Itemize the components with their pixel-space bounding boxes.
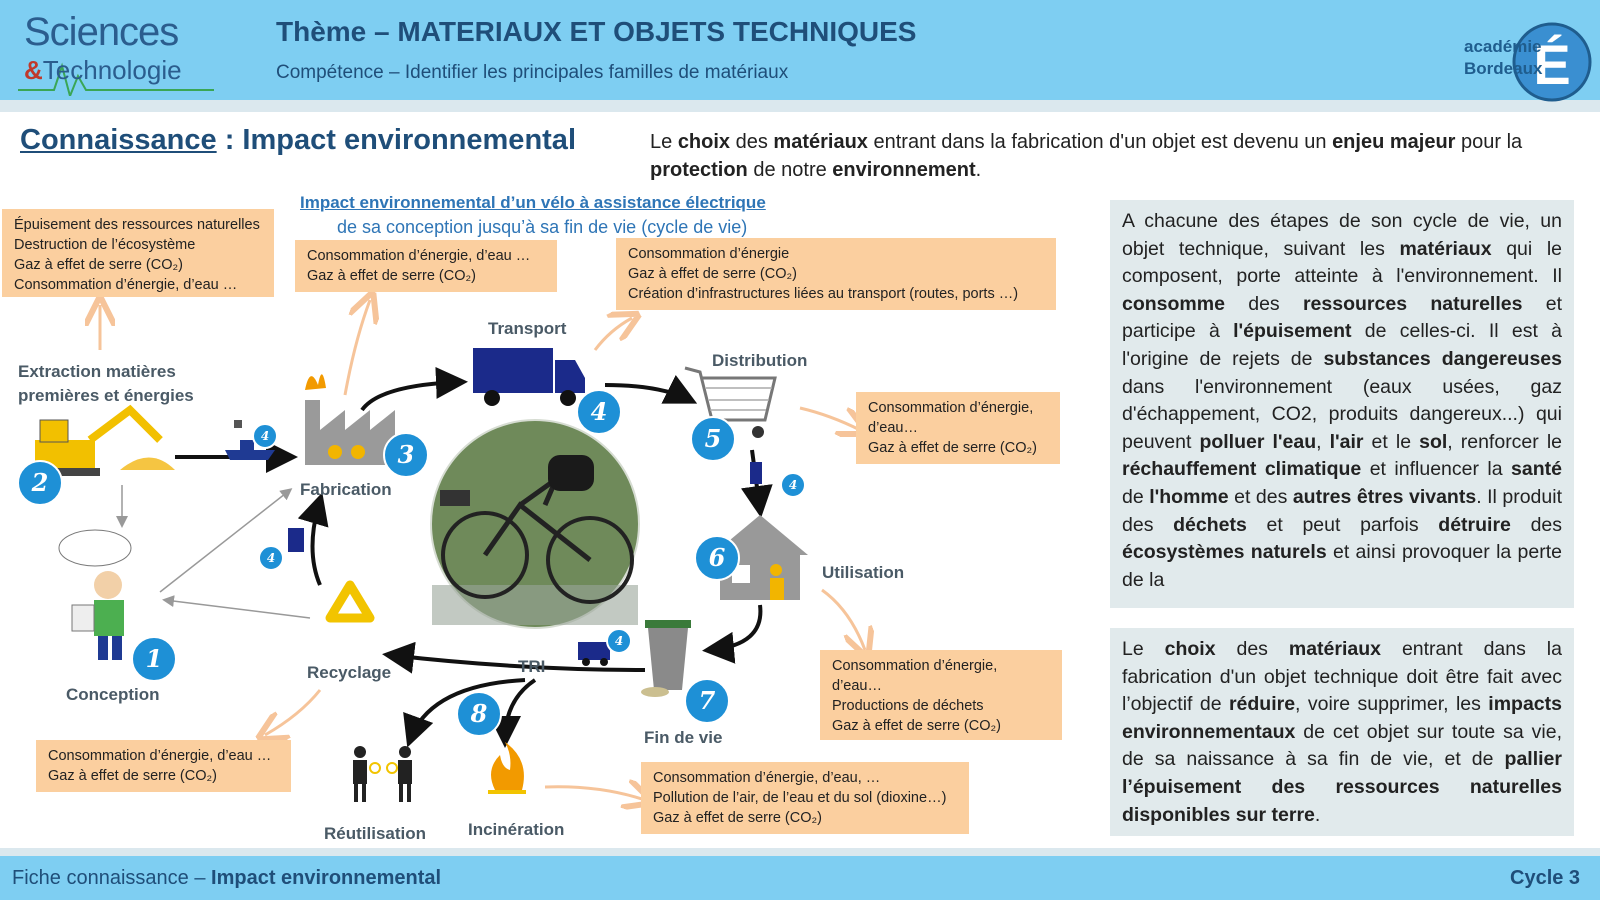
footer-topic: Impact environnemental bbox=[211, 867, 442, 889]
footer-label: Fiche connaissance – bbox=[12, 867, 212, 889]
panel-emphasis: l'épuisement bbox=[1233, 320, 1352, 343]
step-badge-4: 4 bbox=[576, 389, 622, 435]
panel-text: des bbox=[1215, 638, 1289, 660]
step-badge-1: 1 bbox=[131, 636, 177, 682]
intro-emphasis: protection bbox=[650, 159, 748, 181]
step-badge-5: 5 bbox=[690, 416, 736, 462]
panel-text: dans l'environnement (eaux usées, gaz d'échappement, CO2, produits dangereux...) qui peuvent bbox=[1122, 375, 1562, 453]
stage-label-reutilisation: Réutilisation bbox=[324, 824, 427, 843]
impact-line: Pollution de l’air, de l’eau et du sol (dioxine…) bbox=[653, 790, 947, 806]
impact-line: d’eau… bbox=[832, 678, 882, 694]
stage-label-utilisation: Utilisation bbox=[822, 563, 905, 582]
panel-emphasis: choix bbox=[1164, 638, 1216, 660]
impact-box-incineration bbox=[641, 762, 969, 834]
panel-emphasis: ressources naturelles bbox=[1302, 292, 1523, 315]
impact-line: Consommation d’énergie, bbox=[832, 658, 998, 674]
panel-text: des bbox=[1510, 513, 1563, 536]
panel-text: et des bbox=[1228, 485, 1293, 508]
panel-emphasis: l'homme bbox=[1149, 485, 1229, 508]
diagram-title: Impact environnemental d’un vélo à assistance électrique bbox=[300, 193, 766, 212]
panel-text: et le bbox=[1363, 430, 1420, 453]
transport-badge-4: 4 bbox=[252, 423, 278, 449]
logo-text-sciences: Sciences bbox=[24, 10, 179, 54]
step-badge-3: 3 bbox=[383, 432, 429, 478]
impact-line: Gaz à effet de serre (CO₂) bbox=[653, 810, 822, 826]
panel-emphasis: polluer l'eau bbox=[1199, 430, 1317, 453]
panel-text: et peut parfois bbox=[1246, 513, 1439, 536]
panel-emphasis: sol bbox=[1419, 430, 1448, 453]
academie-line1: académie bbox=[1464, 37, 1542, 56]
intro-text: des bbox=[730, 131, 774, 153]
academie-name bbox=[1464, 36, 1542, 80]
impact-line: Destruction de l’écosystème bbox=[14, 237, 196, 253]
truck-icon bbox=[473, 348, 585, 406]
impact-box-fabrication bbox=[295, 240, 557, 292]
panel-emphasis: autres êtres vivants bbox=[1292, 485, 1477, 508]
info-panel-impacts bbox=[1110, 200, 1574, 608]
svg-text:É: É bbox=[1533, 33, 1571, 96]
stage-label-conception: Conception bbox=[66, 685, 160, 704]
step-badge-6: 6 bbox=[694, 535, 740, 581]
intro-text: entrant dans la fabrication d'un objet est devenu un bbox=[867, 131, 1333, 153]
impact-line: Productions de déchets bbox=[832, 698, 984, 714]
intro-emphasis: matériaux bbox=[773, 131, 868, 153]
impact-line: Création d’infrastructures liées au transport (routes, ports …) bbox=[628, 286, 1019, 302]
academie-line2: Bordeaux bbox=[1464, 59, 1543, 78]
factory-icon bbox=[305, 374, 395, 465]
transport-badge-4: 4 bbox=[258, 545, 284, 571]
panel-emphasis: consomme bbox=[1122, 292, 1225, 315]
impact-box-conception bbox=[36, 740, 291, 792]
impact-box-utilisation bbox=[820, 650, 1062, 740]
garbage-truck-icon bbox=[578, 642, 610, 666]
impact-line: Consommation d’énergie, d’eau … bbox=[14, 277, 238, 293]
panel-text: et influencer la bbox=[1361, 458, 1512, 481]
page-subtitle: Compétence – Identifier les principales familles de matériaux bbox=[276, 62, 789, 83]
panel-text: des bbox=[1224, 292, 1303, 315]
footer-divider bbox=[0, 848, 1600, 856]
impact-box-distribution bbox=[856, 392, 1060, 464]
intro-emphasis: choix bbox=[677, 131, 731, 153]
stage-label-fin-de-vie: Fin de vie bbox=[644, 728, 723, 747]
panel-emphasis: pallier l’épuisement des ressources naturelles disponibles sur terre bbox=[1122, 748, 1562, 826]
panel-emphasis: substances dangereuses bbox=[1323, 347, 1563, 370]
panel-text: A chacune des étapes de son cycle de vie, un objet technique, suivant les bbox=[1122, 210, 1562, 260]
impact-line: d’eau… bbox=[868, 420, 918, 436]
panel-emphasis: réchauffement climatique bbox=[1122, 458, 1362, 481]
info-panel-choice bbox=[1110, 628, 1574, 836]
trash-can-icon bbox=[641, 620, 691, 697]
stage-label-recyclage: Recyclage bbox=[307, 663, 392, 682]
impact-line: Consommation d’énergie bbox=[628, 246, 790, 262]
intro-emphasis: enjeu majeur bbox=[1332, 131, 1456, 153]
recycle-icon bbox=[330, 585, 370, 618]
step-badge-8: 8 bbox=[456, 691, 502, 737]
impact-box-transport bbox=[616, 238, 1056, 310]
panel-emphasis: matériaux bbox=[1399, 237, 1492, 260]
footer-sheet-title bbox=[12, 867, 441, 890]
impact-line: Gaz à effet de serre (CO₂) bbox=[307, 268, 476, 284]
panel-text: Le bbox=[1122, 638, 1165, 660]
panel-text: , bbox=[1316, 430, 1330, 453]
panel-emphasis: l'air bbox=[1329, 430, 1364, 453]
intro-text: de notre bbox=[747, 159, 833, 181]
panel-text: et participe à bbox=[1122, 292, 1563, 343]
panel-text: de celles-ci. Il est à l'origine de rejets de bbox=[1122, 320, 1563, 370]
transport-badge-4: 4 bbox=[606, 628, 632, 654]
panel-text: entrant dans la fabrication d'un objet technique doit être fait avec l’objectif de bbox=[1122, 638, 1562, 716]
stage-label-distribution: Distribution bbox=[712, 351, 808, 370]
diagram-subtitle: de sa conception jusqu’à sa fin de vie (cycle de vie) bbox=[337, 217, 748, 237]
stage-label-fabrication: Fabrication bbox=[300, 480, 392, 499]
panel-emphasis: santé bbox=[1511, 458, 1562, 481]
impact-box-extraction bbox=[2, 209, 274, 297]
reuse-people-icon bbox=[353, 746, 412, 802]
impact-line: Gaz à effet de serre (CO₂) bbox=[48, 768, 217, 784]
page-title: Thème – MATERIAUX ET OBJETS TECHNIQUES bbox=[276, 16, 917, 47]
panel-text: , renforcer le bbox=[1447, 430, 1562, 453]
impact-line: Gaz à effet de serre (CO₂) bbox=[832, 718, 1001, 734]
step-badge-2: 2 bbox=[17, 460, 63, 506]
section-title-rest: : Impact environnemental bbox=[216, 124, 576, 156]
panel-text: de cet objet sur toute sa vie, de sa naissance à sa fin de vie, et de bbox=[1122, 720, 1562, 771]
impact-line: Consommation d’énergie, d’eau … bbox=[307, 248, 531, 264]
impact-line: Gaz à effet de serre (CO₂) bbox=[868, 440, 1037, 456]
footer-cycle: Cycle 3 bbox=[1510, 867, 1581, 889]
fire-icon bbox=[488, 742, 526, 794]
section-title-underlined: Connaissance bbox=[20, 124, 217, 156]
transport-badge-4: 4 bbox=[780, 472, 806, 498]
panel-emphasis: réduire bbox=[1228, 693, 1296, 716]
designer-icon bbox=[59, 530, 131, 660]
impact-line: Gaz à effet de serre (CO₂) bbox=[14, 257, 183, 273]
panel-emphasis: détruire bbox=[1438, 513, 1511, 536]
stage-label-tri: TRI bbox=[518, 657, 546, 676]
panel-text: et ainsi provoquer la perte de la bbox=[1122, 541, 1562, 591]
panel-emphasis: matériaux bbox=[1288, 638, 1382, 660]
intro-emphasis: environnement bbox=[832, 159, 976, 181]
step-badge-7: 7 bbox=[684, 678, 730, 724]
panel-emphasis: impacts environnementaux bbox=[1122, 693, 1562, 743]
panel-text: de bbox=[1122, 485, 1150, 508]
panel-text: , voire supprimer, les bbox=[1295, 693, 1489, 716]
panel-emphasis: déchets bbox=[1173, 513, 1247, 536]
stage-label-extraction: Extraction matières premières et énergies bbox=[18, 362, 194, 405]
panel-emphasis: écosystèmes naturels bbox=[1122, 541, 1327, 564]
impact-line: Consommation d’énergie, bbox=[868, 400, 1034, 416]
intro-text: . bbox=[975, 159, 982, 181]
panel-text: . bbox=[1314, 803, 1321, 826]
oil-barrel-icon bbox=[288, 528, 304, 552]
panel-text: qui le composent, porte atteinte à l'environnement. Il bbox=[1122, 237, 1562, 288]
impact-line: Consommation d’énergie, d’eau, … bbox=[653, 770, 881, 786]
impact-line: Épuisement des ressources naturelles bbox=[14, 217, 260, 233]
logo-technologie-word: Technologie bbox=[42, 55, 182, 85]
logo-ampersand: & bbox=[24, 55, 43, 85]
impact-line: Gaz à effet de serre (CO₂) bbox=[628, 266, 797, 282]
bicycle-photo bbox=[431, 420, 639, 628]
impact-line: Consommation d’énergie, d’eau … bbox=[48, 748, 272, 764]
intro-text: pour la bbox=[1455, 131, 1523, 153]
stage-label-incineration: Incinération bbox=[468, 820, 565, 839]
intro-text: Le bbox=[650, 131, 678, 153]
panel-text: . Il produit des bbox=[1122, 485, 1562, 536]
stage-label-transport: Transport bbox=[488, 319, 567, 338]
fuel-pump-icon bbox=[750, 462, 762, 484]
